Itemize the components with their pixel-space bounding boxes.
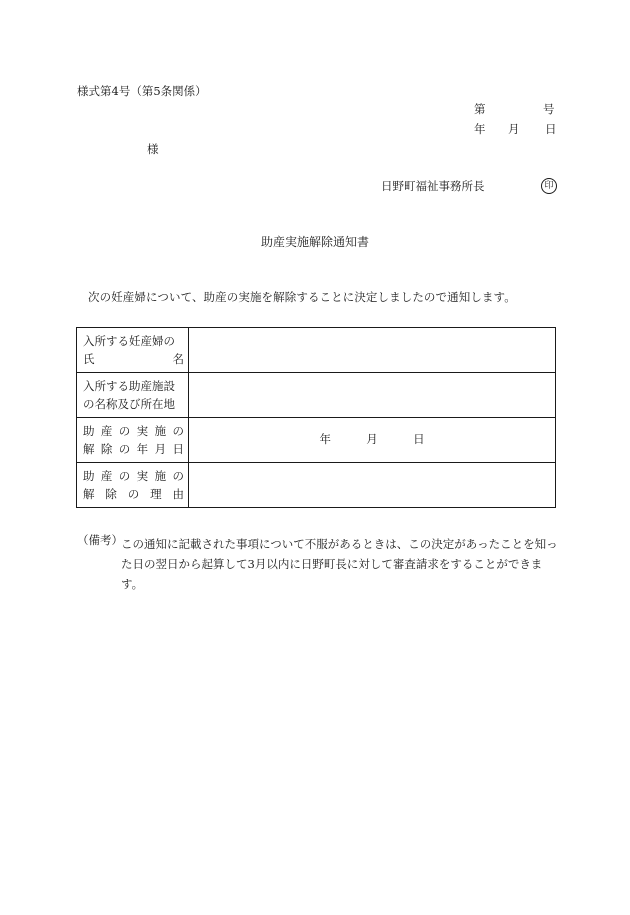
label-line bbox=[83, 377, 184, 395]
row-label-cancellation-date bbox=[77, 418, 189, 463]
form-number: 様式第4号（第5条関係） bbox=[77, 84, 207, 98]
label-char: 日 bbox=[172, 442, 184, 456]
table-row bbox=[77, 463, 556, 508]
label-char: 産 bbox=[100, 469, 113, 483]
addressee-honorific: 様 bbox=[147, 142, 159, 156]
date-month-unit: 月 bbox=[366, 432, 378, 447]
seal-icon: 印 bbox=[541, 178, 557, 194]
label-char: 産 bbox=[100, 424, 113, 438]
label-char: 助 bbox=[83, 469, 95, 483]
document-title: 助産実施解除通知書 bbox=[260, 235, 369, 249]
notice-table bbox=[76, 327, 556, 508]
note-text: この通知に記載された事項について不服があるときは、この決定があったことを知った日の翌日から起算して3月以内に日野町長に対して審査請求をすることができます。 bbox=[121, 537, 558, 591]
label-char: 施 bbox=[154, 469, 167, 483]
cancellation-reason-field[interactable] bbox=[189, 463, 556, 508]
note-label: （備考） bbox=[77, 533, 123, 547]
label-char: 理 bbox=[150, 487, 162, 501]
label-line bbox=[83, 332, 184, 350]
label-char: 月 bbox=[154, 442, 167, 456]
label-char: 年 bbox=[136, 442, 149, 456]
label-char: 除 bbox=[100, 442, 113, 456]
document-number-prefix: 第 bbox=[474, 102, 486, 116]
date-day-unit: 日 bbox=[413, 432, 425, 447]
issuer-name: 日野町福祉事務所長 bbox=[381, 179, 485, 193]
label-char: 解 bbox=[83, 442, 95, 456]
label-char: 実 bbox=[136, 424, 149, 438]
table-row bbox=[77, 418, 556, 463]
label-segment: 入所する助産施設 bbox=[83, 379, 175, 393]
label-char: の bbox=[127, 487, 140, 501]
table-row bbox=[77, 328, 556, 373]
facility-name-address-field[interactable] bbox=[189, 373, 556, 418]
row-label-pregnant-woman-name bbox=[77, 328, 189, 373]
date-month-label: 月 bbox=[508, 122, 520, 136]
label-char: の bbox=[118, 469, 131, 483]
date-day-label: 日 bbox=[545, 122, 557, 136]
label-char: 助 bbox=[83, 424, 95, 438]
date-year-unit: 年 bbox=[319, 432, 331, 447]
label-char: の bbox=[172, 424, 184, 438]
label-char: 解 bbox=[83, 487, 95, 501]
label-char: 除 bbox=[105, 487, 117, 501]
label-char: 氏 bbox=[83, 352, 95, 366]
label-line bbox=[83, 467, 184, 485]
label-char: 施 bbox=[154, 424, 167, 438]
label-line bbox=[83, 422, 184, 440]
label-char: 名 bbox=[172, 352, 184, 366]
label-char: 実 bbox=[136, 469, 149, 483]
intro-text: 次の妊産婦について、助産の実施を解除することに決定しましたので通知します。 bbox=[88, 290, 516, 304]
label-char: 由 bbox=[172, 487, 184, 501]
row-label-cancellation-reason bbox=[77, 463, 189, 508]
label-char: の bbox=[118, 424, 131, 438]
label-segment: の名称及び所在地 bbox=[83, 397, 175, 411]
cancellation-date-field[interactable] bbox=[189, 418, 556, 463]
label-line bbox=[83, 350, 184, 368]
document-number-suffix: 号 bbox=[543, 102, 555, 116]
label-segment: 入所する妊産婦の bbox=[83, 334, 175, 348]
label-line bbox=[83, 395, 184, 413]
date-year-label: 年 bbox=[474, 122, 486, 136]
label-char: の bbox=[118, 442, 131, 456]
table-row bbox=[77, 373, 556, 418]
label-line bbox=[83, 485, 184, 503]
pregnant-woman-name-field[interactable] bbox=[189, 328, 556, 373]
row-label-facility bbox=[77, 373, 189, 418]
label-line bbox=[83, 440, 184, 458]
label-char: の bbox=[172, 469, 184, 483]
